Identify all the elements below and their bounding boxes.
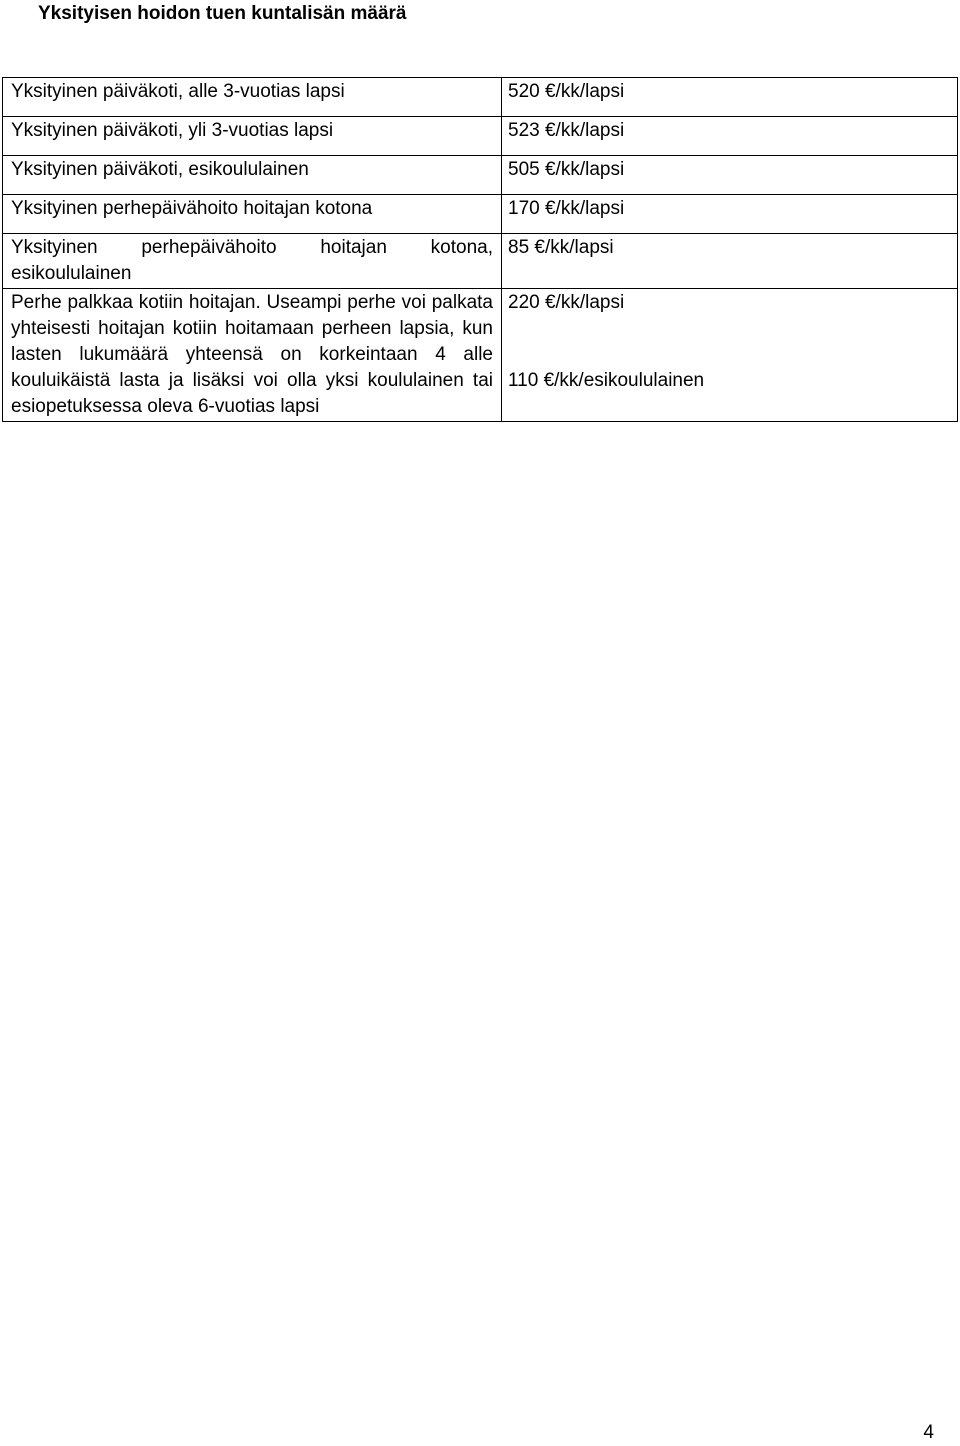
- row-amount: 220 €/kk/lapsi: [508, 292, 625, 313]
- page-number: 4: [923, 1422, 934, 1443]
- table-row: [3, 289, 958, 422]
- row-description: Yksityinen perhepäivähoito hoitajan kotona: [3, 195, 502, 234]
- table-row: [3, 78, 958, 117]
- row-amount: 170 €/kk/lapsi: [502, 195, 958, 234]
- row-description: Yksityinen päiväkoti, yli 3-vuotias lapsi: [3, 117, 502, 156]
- table-row: [3, 156, 958, 195]
- row-amount: 523 €/kk/lapsi: [502, 117, 958, 156]
- row-amount: 85 €/kk/lapsi: [502, 234, 958, 289]
- row-amount: 505 €/kk/lapsi: [502, 156, 958, 195]
- row-description: Yksityinen perhepäivähoito hoitajan kotona, esikoululainen: [3, 234, 502, 289]
- row-amount-cell: [502, 289, 958, 422]
- row-amount-secondary: 110 €/kk/esikoululainen: [508, 370, 705, 391]
- table-row: [3, 195, 958, 234]
- row-description: Perhe palkkaa kotiin hoitajan. Useampi perhe voi palkata yhteisesti hoitajan kotiin hoitamaan perheen lapsia, kun lasten lukumäärä yhteensä on korkeintaan 4 alle kouluikäistä lasta ja lisäksi voi olla yksi koululainen tai esiopetuksessa oleva 6-vuotias lapsi: [3, 289, 502, 422]
- row-description: Yksityinen päiväkoti, alle 3-vuotias lapsi: [3, 78, 502, 117]
- row-amount: 520 €/kk/lapsi: [502, 78, 958, 117]
- row-description: Yksityinen päiväkoti, esikoululainen: [3, 156, 502, 195]
- page-title: Yksityisen hoidon tuen kuntalisän määrä: [38, 3, 407, 24]
- table-row: [3, 234, 958, 289]
- subsidy-rate-table: [2, 77, 958, 422]
- amount-spacer: [508, 316, 949, 368]
- table-row: [3, 117, 958, 156]
